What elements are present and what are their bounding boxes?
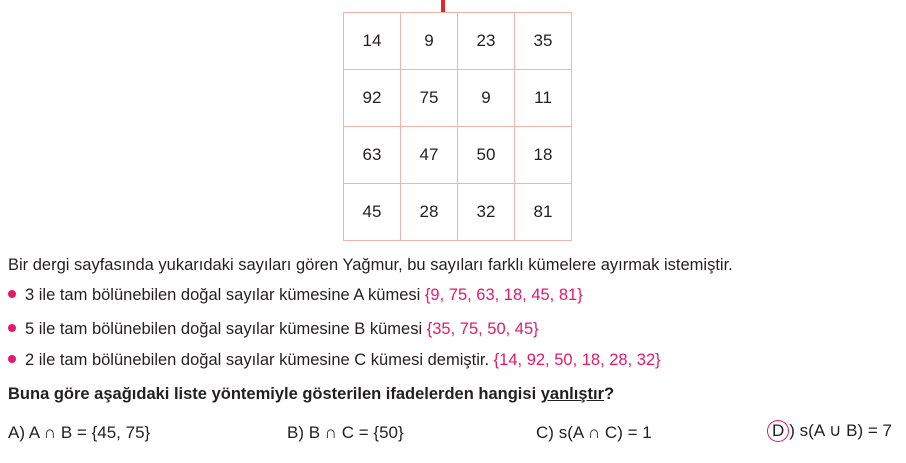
choice-letter: B) [287,423,304,442]
set-b-elements: {35, 75, 50, 45} [426,320,539,338]
choice-text: s(A ∪ B) = 7 [799,421,892,440]
bullet-text: 3 ile tam bölünebilen doğal sayılar kümesine A kümesi [25,286,421,304]
grid-cell: 9 [401,13,458,70]
choice-d[interactable]: D ) s(A ∪ B) = 7 [767,420,892,442]
choice-c[interactable] [536,423,652,443]
intro-text: Bir dergi sayfasında yukarıdaki sayıları gören Yağmur, bu sayıları farklı kümelere ayırmak istemiştir. [8,256,733,274]
grid-cell: 32 [458,184,515,241]
bullet-set-b [8,320,539,339]
grid-cell: 18 [515,127,572,184]
grid-cell: 63 [344,127,401,184]
bullet-text: 5 ile tam bölünebilen doğal sayılar kümesine B kümesi [25,320,423,338]
bullet-set-c [8,351,661,370]
bullet-dot-icon [8,324,16,332]
bullet-set-a [8,286,583,305]
question-text: Buna göre aşağıdaki liste yöntemiyle gösterilen ifadelerden hangisi yanlıştır? [8,385,615,403]
grid-cell: 45 [344,184,401,241]
set-a-elements: {9, 75, 63, 18, 45, 81} [424,286,583,304]
grid-cell: 47 [401,127,458,184]
question-keyword: yanlıştır [540,385,605,403]
choice-text: A ∩ B = {45, 75} [28,423,151,442]
number-grid [343,12,572,241]
grid-cell: 92 [344,70,401,127]
choice-a[interactable] [8,423,150,443]
grid-cell: 14 [344,13,401,70]
bullet-text: 2 ile tam bölünebilen doğal sayılar kümesine C kümesi demiştir. [25,351,490,369]
grid-cell: 11 [515,70,572,127]
grid-cell: 50 [458,127,515,184]
choice-text: s(A ∩ C) = 1 [558,423,652,442]
grid-cell: 81 [515,184,572,241]
grid-cell: 35 [515,13,572,70]
set-c-elements: {14, 92, 50, 18, 28, 32} [493,351,661,369]
choice-b[interactable] [287,423,404,443]
bullet-dot-icon [8,290,16,298]
red-marker [441,0,445,12]
choice-letter-circled: D [767,420,789,442]
choice-letter: A) [8,423,25,442]
choice-letter: C) [536,423,554,442]
grid-cell: 75 [401,70,458,127]
bullet-dot-icon [8,355,16,363]
grid-cell: 28 [401,184,458,241]
choice-text: B ∩ C = {50} [308,423,404,442]
grid-cell: 23 [458,13,515,70]
grid-cell: 9 [458,70,515,127]
